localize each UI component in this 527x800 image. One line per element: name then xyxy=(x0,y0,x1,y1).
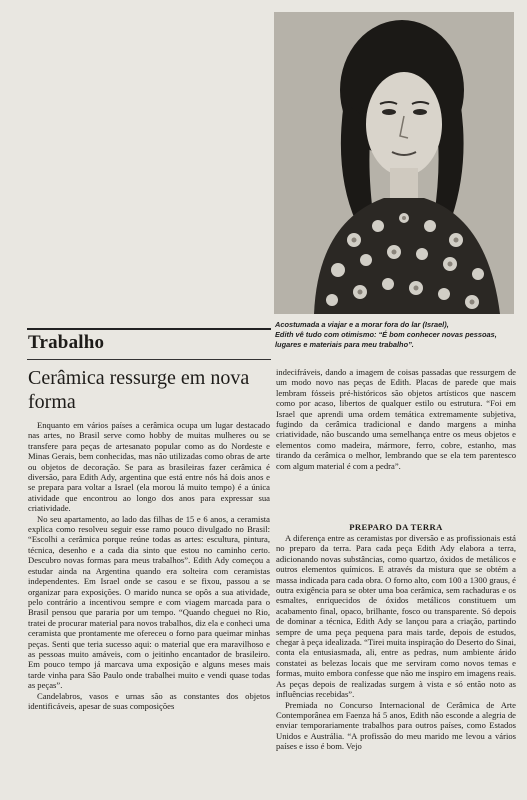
caption-line-1: Acostumada a viajar e a morar fora do lar (Israel), xyxy=(275,320,449,329)
paragraph: No seu apartamento, ao lado das filhas de 15 e 6 anos, a ceramista explica como resolveu seguir esse ramo pouco divulgado no Brasil: “Escolhi a cerâmica porque reúne todas as artes: escultura, pintura, técnica, desenho e a cada dia sinto que estou no caminho certo. Descubro novas formas para meus trabalhos”. Edith Ady começou a estudar ainda na Argentina quando era solteira com ceramistas independentes. Em Israel onde se casou e se fixou, passou a se organizar para exposições. O marido nunca se opôs a sua atividade, pelo contrário a incentivou sempre e com viagem marcada para o Brasil pensou que pararia por um tempo. “Quando cheguei no Rio, tratei de procurar material para novos trabalhos, diz ela e conheci uma ceramista que prontamente me ofereceu o forno para queimar minhas peças. Senti que teria sucesso aqui: o material que era maravilhoso e as pessoas muito amáveis, com o jeitinho encantador de brasileiro. Em pouco tempo já marcava uma exposição e alguns meses mais tarde vinha para São Paulo onde trabalhei muito e vendi quase todas as peças”. xyxy=(28,513,270,691)
paragraph: Premiada no Concurso Internacional de Cerâmica de Arte Contemporânea em Faenza há 5 anos, Edith não esconde a alegria de enviar temporariamente trabalhos para outros países, como Estados Unidos e Austrália. “A profissão do meu marido me levou a vários países e isso é bom. Vejo xyxy=(276,699,516,752)
section-title: Trabalho xyxy=(28,332,105,353)
paragraph: indecifráveis, dando a imagem de coisas passadas que ressurgem de um modo novo nas peças de Edith. Placas de parede que mais lembram fósseis pré-históricos são objetos artísticos que nascem como por acaso, libertos de qualquer estilo ou estrutura. “Foi em Israel que aprendi uma ordem temática extremamente subjetiva, fugindo da cerâmica tradicional e dando margens a minha criatividade, não buscando uma semelhança entre os meus objetos e elementos como madeira, mármore, ferro, cobre, estanho, mas tirando da cerâmica o melhor, lembrando que se ela tem parentesco com algum material é com a pedra”. xyxy=(276,367,516,471)
body-column-right-top xyxy=(276,367,516,471)
photo-caption xyxy=(275,320,517,350)
body-column-left xyxy=(28,420,270,711)
body-column-right-bottom xyxy=(276,533,516,752)
article-headline: Cerâmica ressurge em nova forma xyxy=(28,367,250,413)
caption-line-2: Edith vê tudo com otimismo: “É bom conhecer novas pessoas, lugares e materiais para meu trabalho”. xyxy=(275,330,497,349)
paragraph: Candelabros, vasos e urnas são as constantes dos objetos identificáveis, apesar de suas composições xyxy=(28,690,270,711)
section-top-rule xyxy=(27,328,271,330)
paragraph: A diferença entre as ceramistas por diversão e as profissionais está no preparo da terra. Para cada peça Edith Ady elabora a terra, adicionando novas substâncias, como quartzo, óxidos de metálicos e outros elementos químicos. E através da mistura que se obtém a massa indicada para cada obra. O forno alto, com 100 a 1300 graus, é outra exigência para se obter uma boa cerâmica, sem rachaduras e os esmaltes, enriquecidos de óxidos metálicos constituem um acabamento final, opaco, brilhante, fosco ou transparente. Só depois de dominar a técnica, Edith Ady se lançou para a criação, partindo sempre de uma peça pequena para mais tarde, depois de estudos, chegar à peça idealizada. “Tirei muita inspiração do Deserto do Sinai, conta ela entusiasmada, ali, entre as pedras, num ambiente árido constatei as belezas locais que me serviram como novos temas e formas, muito embora confesse que não me inspiro em imagens reais. As peças depois de realizadas surgem à vista e só então noto as influências recebidas”. xyxy=(276,533,516,700)
section-bottom-rule xyxy=(27,359,271,360)
subheading: PREPARO DA TERRA xyxy=(349,522,443,532)
portrait-photo-icon xyxy=(274,12,514,314)
portrait-photo xyxy=(274,12,514,314)
paragraph: Enquanto em vários países a cerâmica ocupa um lugar destacado nas artes, no Brasil serve como hobby de muitas mulheres ou se transfere para peças de artesanato popular como as do Nordeste e Minas Gerais, bem conhecidas, mas não utilizadas como obras de arte ou objetos de decoração. Se para as brasileiras fazer cerâmica é diversão, para Edith Ady, argentina que está entre nós há dois anos e se prepara para voltar a Israel (ela morou lá muito tempo) é a única atividade que encontrou ao longo dos anos para expressar sua criatividade. xyxy=(28,420,270,514)
